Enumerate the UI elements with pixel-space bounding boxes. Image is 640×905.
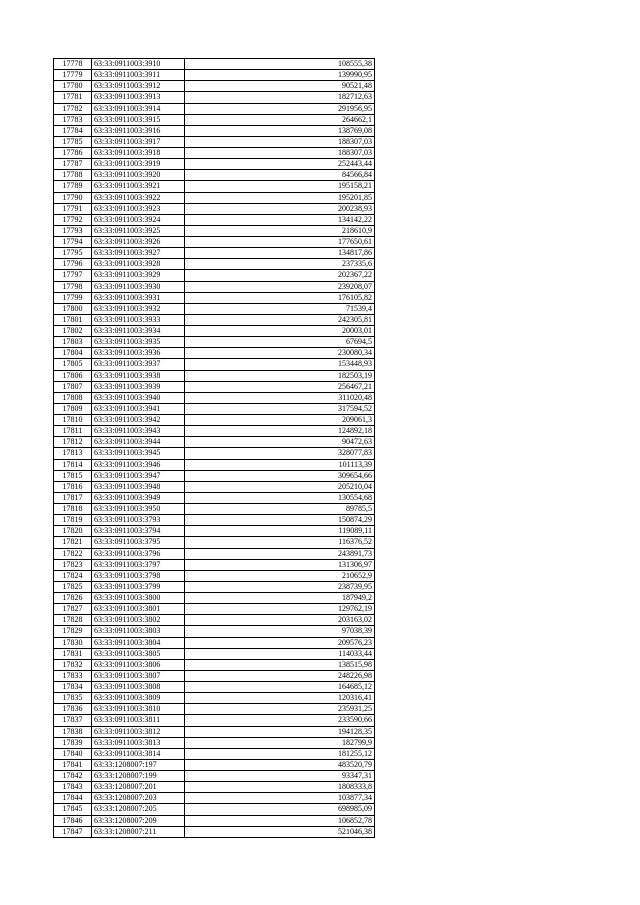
table-row xyxy=(54,415,375,426)
cadastral-number-cell: 63:33:1208007:211 xyxy=(92,826,185,837)
table-row xyxy=(54,381,375,392)
cadastral-number-cell: 63:33:0911003:3928 xyxy=(92,259,185,270)
row-number-cell: 17785 xyxy=(54,136,92,147)
row-number-cell: 17838 xyxy=(54,726,92,737)
row-number-cell: 17827 xyxy=(54,604,92,615)
table-row xyxy=(54,114,375,125)
value-cell: 1808333,8 xyxy=(185,782,375,793)
value-cell: 181255,12 xyxy=(185,748,375,759)
table-row xyxy=(54,170,375,181)
value-cell: 119089,11 xyxy=(185,526,375,537)
table-row xyxy=(54,492,375,503)
value-cell: 84566,84 xyxy=(185,170,375,181)
row-number-cell: 17807 xyxy=(54,381,92,392)
value-cell: 238739,95 xyxy=(185,581,375,592)
row-number-cell: 17809 xyxy=(54,403,92,414)
cadastral-number-cell: 63:33:0911003:3915 xyxy=(92,114,185,125)
table-row xyxy=(54,481,375,492)
table-row xyxy=(54,604,375,615)
row-number-cell: 17788 xyxy=(54,170,92,181)
cadastral-number-cell: 63:33:0911003:3808 xyxy=(92,682,185,693)
cadastral-number-cell: 63:33:0911003:3932 xyxy=(92,303,185,314)
cadastral-number-cell: 63:33:1208007:197 xyxy=(92,759,185,770)
row-number-cell: 17805 xyxy=(54,359,92,370)
value-cell: 195158,21 xyxy=(185,181,375,192)
table-row xyxy=(54,815,375,826)
table-row xyxy=(54,159,375,170)
cadastral-number-cell: 63:33:0911003:3794 xyxy=(92,526,185,537)
table-row xyxy=(54,392,375,403)
cadastral-number-cell: 63:33:0911003:3801 xyxy=(92,604,185,615)
table-row xyxy=(54,570,375,581)
cadastral-number-cell: 63:33:0911003:3911 xyxy=(92,70,185,81)
table-row xyxy=(54,693,375,704)
value-cell: 20003,01 xyxy=(185,326,375,337)
table-row xyxy=(54,504,375,515)
value-cell: 120316,41 xyxy=(185,693,375,704)
row-number-cell: 17784 xyxy=(54,125,92,136)
value-cell: 205210,04 xyxy=(185,481,375,492)
row-number-cell: 17803 xyxy=(54,337,92,348)
table-row xyxy=(54,214,375,225)
cadastral-number-cell: 63:33:0911003:3935 xyxy=(92,337,185,348)
table-row xyxy=(54,92,375,103)
value-cell: 71539,4 xyxy=(185,303,375,314)
cadastral-number-cell: 63:33:0911003:3948 xyxy=(92,481,185,492)
value-cell: 89785,5 xyxy=(185,504,375,515)
table-row xyxy=(54,348,375,359)
table-row xyxy=(54,125,375,136)
row-number-cell: 17846 xyxy=(54,815,92,826)
table-row xyxy=(54,737,375,748)
value-cell: 176105,82 xyxy=(185,292,375,303)
table-row xyxy=(54,248,375,259)
cadastral-number-cell: 63:33:0911003:3942 xyxy=(92,415,185,426)
cadastral-number-cell: 63:33:0911003:3938 xyxy=(92,370,185,381)
value-cell: 248226,98 xyxy=(185,670,375,681)
value-cell: 188307,03 xyxy=(185,136,375,147)
value-cell: 233590,66 xyxy=(185,715,375,726)
row-number-cell: 17781 xyxy=(54,92,92,103)
value-cell: 203163,02 xyxy=(185,615,375,626)
row-number-cell: 17844 xyxy=(54,793,92,804)
table-row xyxy=(54,615,375,626)
row-number-cell: 17791 xyxy=(54,203,92,214)
table-row xyxy=(54,281,375,292)
cadastral-number-cell: 63:33:0911003:3936 xyxy=(92,348,185,359)
row-number-cell: 17825 xyxy=(54,581,92,592)
table-row xyxy=(54,537,375,548)
value-cell: 106852,78 xyxy=(185,815,375,826)
cadastral-number-cell: 63:33:0911003:3913 xyxy=(92,92,185,103)
cadastral-number-cell: 63:33:0911003:3917 xyxy=(92,136,185,147)
cadastral-number-cell: 63:33:0911003:3800 xyxy=(92,593,185,604)
row-number-cell: 17806 xyxy=(54,370,92,381)
row-number-cell: 17787 xyxy=(54,159,92,170)
row-number-cell: 17786 xyxy=(54,148,92,159)
value-cell: 209061,3 xyxy=(185,415,375,426)
table-row xyxy=(54,448,375,459)
table-row xyxy=(54,581,375,592)
value-cell: 182712,63 xyxy=(185,92,375,103)
value-cell: 230080,34 xyxy=(185,348,375,359)
value-cell: 138515,98 xyxy=(185,659,375,670)
value-cell: 131306,97 xyxy=(185,559,375,570)
row-number-cell: 17836 xyxy=(54,704,92,715)
table-row xyxy=(54,259,375,270)
table-row xyxy=(54,270,375,281)
table-row xyxy=(54,782,375,793)
cadastral-number-cell: 63:33:0911003:3811 xyxy=(92,715,185,726)
cadastral-number-cell: 63:33:0911003:3805 xyxy=(92,648,185,659)
cadastral-number-cell: 63:33:0911003:3797 xyxy=(92,559,185,570)
row-number-cell: 17815 xyxy=(54,470,92,481)
value-cell: 210652,9 xyxy=(185,570,375,581)
value-cell: 698985,09 xyxy=(185,804,375,815)
value-cell: 239208,07 xyxy=(185,281,375,292)
value-cell: 182503,19 xyxy=(185,370,375,381)
value-cell: 317594,52 xyxy=(185,403,375,414)
value-cell: 242305,81 xyxy=(185,314,375,325)
value-cell: 134142,22 xyxy=(185,214,375,225)
value-cell: 256467,21 xyxy=(185,381,375,392)
table-row xyxy=(54,548,375,559)
value-cell: 291956,95 xyxy=(185,103,375,114)
value-cell: 108555,38 xyxy=(185,59,375,70)
row-number-cell: 17783 xyxy=(54,114,92,125)
value-cell: 101113,39 xyxy=(185,459,375,470)
row-number-cell: 17792 xyxy=(54,214,92,225)
value-cell: 182799,9 xyxy=(185,737,375,748)
value-cell: 483520,79 xyxy=(185,759,375,770)
cadastral-number-cell: 63:33:0911003:3807 xyxy=(92,670,185,681)
cadastral-number-cell: 63:33:0911003:3919 xyxy=(92,159,185,170)
cadastral-number-cell: 63:33:0911003:3914 xyxy=(92,103,185,114)
cadastral-number-cell: 63:33:0911003:3950 xyxy=(92,504,185,515)
table-row xyxy=(54,648,375,659)
table-row xyxy=(54,192,375,203)
cadastral-number-cell: 63:33:0911003:3912 xyxy=(92,81,185,92)
cadastral-number-cell: 63:33:0911003:3945 xyxy=(92,448,185,459)
cadastral-number-cell: 63:33:0911003:3804 xyxy=(92,637,185,648)
value-cell: 150874,29 xyxy=(185,515,375,526)
cadastral-number-cell: 63:33:0911003:3799 xyxy=(92,581,185,592)
cadastral-number-cell: 63:33:0911003:3939 xyxy=(92,381,185,392)
cadastral-number-cell: 63:33:0911003:3923 xyxy=(92,203,185,214)
cadastral-number-cell: 63:33:0911003:3798 xyxy=(92,570,185,581)
table-row xyxy=(54,148,375,159)
value-cell: 67694,5 xyxy=(185,337,375,348)
cadastral-number-cell: 63:33:0911003:3946 xyxy=(92,459,185,470)
table-row xyxy=(54,70,375,81)
table-row xyxy=(54,403,375,414)
cadastral-number-cell: 63:33:0911003:3813 xyxy=(92,737,185,748)
value-cell: 218610,9 xyxy=(185,225,375,236)
cadastral-number-cell: 63:33:0911003:3934 xyxy=(92,326,185,337)
row-number-cell: 17801 xyxy=(54,314,92,325)
table-body xyxy=(54,59,375,838)
row-number-cell: 17823 xyxy=(54,559,92,570)
cadastral-number-cell: 63:33:0911003:3926 xyxy=(92,237,185,248)
row-number-cell: 17778 xyxy=(54,59,92,70)
row-number-cell: 17828 xyxy=(54,615,92,626)
table-row xyxy=(54,181,375,192)
row-number-cell: 17782 xyxy=(54,103,92,114)
cadastral-number-cell: 63:33:0911003:3806 xyxy=(92,659,185,670)
row-number-cell: 17835 xyxy=(54,693,92,704)
row-number-cell: 17780 xyxy=(54,81,92,92)
row-number-cell: 17834 xyxy=(54,682,92,693)
cadastral-number-cell: 63:33:0911003:3920 xyxy=(92,170,185,181)
cadastral-number-cell: 63:33:0911003:3933 xyxy=(92,314,185,325)
cadastral-number-cell: 63:33:0911003:3809 xyxy=(92,693,185,704)
row-number-cell: 17840 xyxy=(54,748,92,759)
table-row xyxy=(54,659,375,670)
cadastral-number-cell: 63:33:0911003:3930 xyxy=(92,281,185,292)
value-cell: 264662,1 xyxy=(185,114,375,125)
value-cell: 153448,93 xyxy=(185,359,375,370)
cadastral-number-cell: 63:33:0911003:3925 xyxy=(92,225,185,236)
table-row xyxy=(54,759,375,770)
row-number-cell: 17824 xyxy=(54,570,92,581)
row-number-cell: 17839 xyxy=(54,737,92,748)
value-cell: 90472,63 xyxy=(185,437,375,448)
cadastral-number-cell: 63:33:0911003:3812 xyxy=(92,726,185,737)
value-cell: 252443,44 xyxy=(185,159,375,170)
value-cell: 164685,12 xyxy=(185,682,375,693)
table-row xyxy=(54,559,375,570)
table-row xyxy=(54,682,375,693)
cadastral-number-cell: 63:33:0911003:3921 xyxy=(92,181,185,192)
value-cell: 209576,23 xyxy=(185,637,375,648)
table-row xyxy=(54,515,375,526)
table-row xyxy=(54,203,375,214)
value-cell: 103877,34 xyxy=(185,793,375,804)
value-cell: 521046,38 xyxy=(185,826,375,837)
cadastral-number-cell: 63:33:0911003:3796 xyxy=(92,548,185,559)
table-row xyxy=(54,103,375,114)
value-cell: 93347,31 xyxy=(185,771,375,782)
table-row xyxy=(54,470,375,481)
row-number-cell: 17802 xyxy=(54,326,92,337)
table-row xyxy=(54,292,375,303)
cadastral-number-cell: 63:33:0911003:3929 xyxy=(92,270,185,281)
cadastral-number-cell: 63:33:0911003:3803 xyxy=(92,626,185,637)
cadastral-number-cell: 63:33:0911003:3937 xyxy=(92,359,185,370)
value-cell: 90521,48 xyxy=(185,81,375,92)
table-row xyxy=(54,59,375,70)
table-row xyxy=(54,337,375,348)
data-table xyxy=(53,58,375,838)
value-cell: 188307,03 xyxy=(185,148,375,159)
cadastral-number-cell: 63:33:0911003:3924 xyxy=(92,214,185,225)
cadastral-number-cell: 63:33:0911003:3918 xyxy=(92,148,185,159)
value-cell: 130554,68 xyxy=(185,492,375,503)
row-number-cell: 17813 xyxy=(54,448,92,459)
value-cell: 139990,95 xyxy=(185,70,375,81)
row-number-cell: 17842 xyxy=(54,771,92,782)
table-row xyxy=(54,715,375,726)
row-number-cell: 17810 xyxy=(54,415,92,426)
cadastral-number-cell: 63:33:0911003:3947 xyxy=(92,470,185,481)
row-number-cell: 17826 xyxy=(54,593,92,604)
row-number-cell: 17822 xyxy=(54,548,92,559)
cadastral-number-cell: 63:33:1208007:203 xyxy=(92,793,185,804)
row-number-cell: 17845 xyxy=(54,804,92,815)
value-cell: 114033,44 xyxy=(185,648,375,659)
value-cell: 116376,52 xyxy=(185,537,375,548)
table-row xyxy=(54,637,375,648)
row-number-cell: 17847 xyxy=(54,826,92,837)
cadastral-number-cell: 63:33:1208007:209 xyxy=(92,815,185,826)
table-row xyxy=(54,237,375,248)
value-cell: 195201,85 xyxy=(185,192,375,203)
table-row xyxy=(54,748,375,759)
cadastral-number-cell: 63:33:0911003:3944 xyxy=(92,437,185,448)
table-row xyxy=(54,526,375,537)
row-number-cell: 17790 xyxy=(54,192,92,203)
table-row xyxy=(54,771,375,782)
cadastral-number-cell: 63:33:0911003:3814 xyxy=(92,748,185,759)
cadastral-number-cell: 63:33:0911003:3795 xyxy=(92,537,185,548)
value-cell: 200238,93 xyxy=(185,203,375,214)
row-number-cell: 17820 xyxy=(54,526,92,537)
table-row xyxy=(54,225,375,236)
cadastral-number-cell: 63:33:0911003:3931 xyxy=(92,292,185,303)
cadastral-number-cell: 63:33:0911003:3949 xyxy=(92,492,185,503)
row-number-cell: 17830 xyxy=(54,637,92,648)
row-number-cell: 17808 xyxy=(54,392,92,403)
table-row xyxy=(54,593,375,604)
table-row xyxy=(54,326,375,337)
value-cell: 138769,08 xyxy=(185,125,375,136)
value-cell: 177650,61 xyxy=(185,237,375,248)
value-cell: 243891,73 xyxy=(185,548,375,559)
cadastral-number-cell: 63:33:1208007:199 xyxy=(92,771,185,782)
row-number-cell: 17821 xyxy=(54,537,92,548)
row-number-cell: 17800 xyxy=(54,303,92,314)
row-number-cell: 17794 xyxy=(54,237,92,248)
cadastral-number-cell: 63:33:0911003:3910 xyxy=(92,59,185,70)
cadastral-number-cell: 63:33:0911003:3793 xyxy=(92,515,185,526)
row-number-cell: 17831 xyxy=(54,648,92,659)
row-number-cell: 17812 xyxy=(54,437,92,448)
row-number-cell: 17797 xyxy=(54,270,92,281)
table-row xyxy=(54,626,375,637)
value-cell: 235931,25 xyxy=(185,704,375,715)
value-cell: 129762,19 xyxy=(185,604,375,615)
table-row xyxy=(54,136,375,147)
value-cell: 187949,2 xyxy=(185,593,375,604)
value-cell: 97038,39 xyxy=(185,626,375,637)
table-row xyxy=(54,826,375,837)
table-row xyxy=(54,359,375,370)
row-number-cell: 17799 xyxy=(54,292,92,303)
value-cell: 309654,66 xyxy=(185,470,375,481)
row-number-cell: 17795 xyxy=(54,248,92,259)
table-row xyxy=(54,804,375,815)
value-cell: 134817,86 xyxy=(185,248,375,259)
value-cell: 194128,35 xyxy=(185,726,375,737)
row-number-cell: 17817 xyxy=(54,492,92,503)
row-number-cell: 17816 xyxy=(54,481,92,492)
row-number-cell: 17793 xyxy=(54,225,92,236)
row-number-cell: 17819 xyxy=(54,515,92,526)
cadastral-number-cell: 63:33:0911003:3943 xyxy=(92,426,185,437)
value-cell: 202367,22 xyxy=(185,270,375,281)
value-cell: 237335,6 xyxy=(185,259,375,270)
cadastral-number-cell: 63:33:0911003:3916 xyxy=(92,125,185,136)
cadastral-number-cell: 63:33:0911003:3922 xyxy=(92,192,185,203)
row-number-cell: 17798 xyxy=(54,281,92,292)
table-row xyxy=(54,459,375,470)
cadastral-number-cell: 63:33:1208007:205 xyxy=(92,804,185,815)
cadastral-number-cell: 63:33:0911003:3940 xyxy=(92,392,185,403)
row-number-cell: 17804 xyxy=(54,348,92,359)
row-number-cell: 17789 xyxy=(54,181,92,192)
table-row xyxy=(54,793,375,804)
cadastral-number-cell: 63:33:0911003:3802 xyxy=(92,615,185,626)
row-number-cell: 17832 xyxy=(54,659,92,670)
cadastral-number-cell: 63:33:0911003:3941 xyxy=(92,403,185,414)
table-row xyxy=(54,303,375,314)
value-cell: 311020,48 xyxy=(185,392,375,403)
cadastral-number-cell: 63:33:0911003:3810 xyxy=(92,704,185,715)
cadastral-number-cell: 63:33:0911003:3927 xyxy=(92,248,185,259)
table-row xyxy=(54,314,375,325)
table-row xyxy=(54,670,375,681)
table-row xyxy=(54,704,375,715)
row-number-cell: 17811 xyxy=(54,426,92,437)
table-row xyxy=(54,370,375,381)
row-number-cell: 17814 xyxy=(54,459,92,470)
row-number-cell: 17796 xyxy=(54,259,92,270)
row-number-cell: 17837 xyxy=(54,715,92,726)
value-cell: 328077,83 xyxy=(185,448,375,459)
table-row xyxy=(54,726,375,737)
table-row xyxy=(54,437,375,448)
table-row xyxy=(54,81,375,92)
table-row xyxy=(54,426,375,437)
row-number-cell: 17843 xyxy=(54,782,92,793)
cadastral-number-cell: 63:33:1208007:201 xyxy=(92,782,185,793)
row-number-cell: 17818 xyxy=(54,504,92,515)
row-number-cell: 17841 xyxy=(54,759,92,770)
row-number-cell: 17833 xyxy=(54,670,92,681)
row-number-cell: 17829 xyxy=(54,626,92,637)
row-number-cell: 17779 xyxy=(54,70,92,81)
value-cell: 124892,18 xyxy=(185,426,375,437)
